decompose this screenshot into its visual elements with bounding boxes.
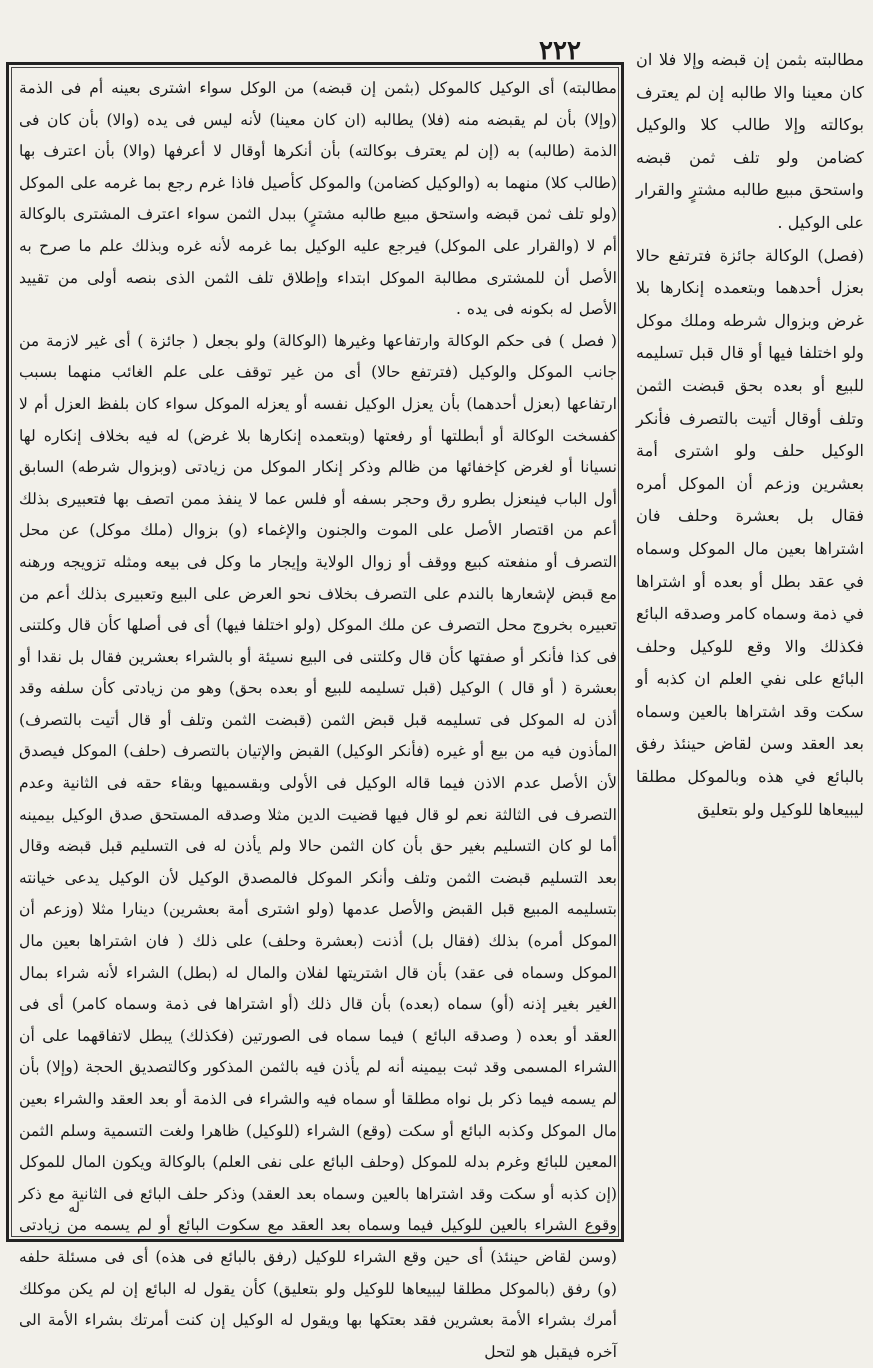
main-text-frame [6,62,624,1361]
main-paragraph: مطالبته) أى الوكيل كالموكل (بثمن إن قبضه) من الوكل سواء اشترى بعينه أم فى الذمة (وإلا) بأن لم يقبضه منه (فلا) يطالبه (ان كان معينا) لأنه ليس فى يده (والا) بأن كان فى الذمة (طالبه) به (إن لم يعترف بوكالته) بأن أنكرها أوقال لا أعرفها (والا) بأن اعترف بها (طالب كلا) منهما به (والوكيل كضامن) والموكل كأصيل فاذا غرم رجع بما غرمه على الموكل (ولو تلف ثمن قبضه واستحق مبيع طالبه مشترٍ) ببدل الثمن سواء اعترف المشترى بالوكالة أم لا (والقرار على الموكل) فيرجع عليه الوكيل بما غرمه لأنه غره وبذلك علم ما صرح به الأصل أن للمشترى مطالبة الموكل ابتداء وإطلاق تلف الثمن الذى بنصه أولى من تقييد الأصل له بكونه فى يده . [19,79,617,319]
catchword: له [68,1200,80,1216]
main-text-body [19,73,617,1368]
margin-text-column [636,44,864,826]
main-paragraph: ( فصل ) فى حكم الوكالة وارتفاعها وغيرها (الوكالة) ولو بجعل ( جائزة ) أى غير لازمة من جانب الموكل والوكيل (فترتفع حالا) أى من غير توقف على علم الغائب منهما بسبب ارتفاعها (بعزل أحدهما) بأن يعزل الوكيل نفسه أو يعزله الموكل سواء كان بلفظ العزل أم لا كفسخت الوكالة أو أبطلتها أو رفعتها (وبتعمده إنكارها بلا غرض) له فيه بخلاف إنكاره لها نسيانا أو لغرض كإخفائها من ظالم وذكر إنكار الموكل من زيادتى (وبزوال شرطه) السابق أول الباب فينعزل بطرو رق وحجر بسفه أو فلس عما لا ينفذ ممن اتصف بها فتعبيرى بذلك أعم من اقتصار الأصل على الموت والجنون والإغماء (و) بزوال (ملك موكل) عن محل التصرف أو منفعته كبيع ووقف أو زوال الولاية وإيجار ما وكل فى بيعه ومثله تزويجه ورهنه مع قبض لإشعارها بالندم على التصرف بخلاف نحو العرض على البيع وتعبيرى بذلك أعم من تعبيره بخروج محل التصرف عن ملك الموكل (ولو اختلفا فيها) أى فى أصلها كأن قال وكلتنى فى كذا فأنكر أو صفتها كأن قال وكلتنى فى البيع نسيئة أو بالشراء بعشرين فقال بل نقدا أو بعشرة ( أو قال ) الوكيل (قبل تسليمه للبيع أو بعده بحق) وهو من زيادتى كأن سلفه وقد أذن له الموكل فى تسليمه قبل قبض الثمن (قبضت الثمن وتلف أو قال أتيت بالتصرف) المأذون فيه من بيع أو غيره (فأنكر الوكيل) القبض والإتيان بالتصرف (حلف) الموكل فيصدق لأن الأصل عدم الاذن فيما قاله الوكيل فى الأولى وبقسميها وبقاء حقه فى الثانية وعدم التصرف فى الثالثة نعم لو قال فيها قضيت الدين مثلا وصدقه المستحق صدق الوكيل بيمينه أما لو كان التسليم بغير حق بأن كان الثمن حالا ولم يأذن له فى التسليم قبل قبضه وقال بعد التسليم قبضت الثمن وتلف وأنكر الموكل فالمصدق الوكيل لأن الوكيل يدعى خيانته بتسليمه المبيع قبل القبض والأصل عدمها (ولو اشترى أمة بعشرين) دينارا مثلا (وزعم أن الموكل أمره) بذلك (فقال بل) أذنت (بعشرة وحلف) على ذلك ( فان اشتراها بعين مال الموكل وسماه فى عقد) بأن قال اشتريتها لفلان والمال له (بطل) الشراء لأنه شراء بمال الغير بغير إذنه (أو) سماه (بعده) بأن قال ذلك (أو اشتراها فى ذمة وسماه كامر) أى فى العقد أو بعده ( وصدقه البائع ) فيما سماه فى الصورتين (فكذلك) يبطل لاتفاقهما على أن الشراء المسمى وقد ثبت بيمينه أنه لم يأذن فيه بالثمن المذكور وكالتصديق الحجة (وإلا) بأن لم يسمه فيما ذكر بل نواه مطلقا أو سماه فيه والشراء فى الذمة أو بعد العقد والشراء بعين مال الموكل وكذبه البائع أو سكت (وقع) الشراء (للوكيل) ظاهرا ولغت التسمية وسلم الثمن المعين للبائع وغرم بدله للموكل (وحلف البائع على نفى العلم) بالوكالة ويكون المال للموكل (إن كذبه أو سكت وقد اشتراها بالعين وسماه بعد العقد) وذكر حلف البائع فى الثانية مع ذكر وقوع الشراء بالعين للوكيل فيما وسماه بعد العقد مع سكوت البائع أو لم يسمه من زيادتى (وسن لقاض حينئذ) أى حين وقع الشراء للوكيل (رفق بالبائع فى هذه) أى فى مسئلة حلفه (و) رفق (بالموكل مطلقا ليبيعاها للوكيل ولو بتعليق) كأن يقول له البائع إن لم يكن موكلك أمرك بشراء الأمة بعشرين فقد بعتكها بها ويقول له الوكيل إن كنت أمرتك بشراء الأمة الى آخره فيقبل هو لتحل [19,331,617,1361]
page-number: ٢٢٢ [539,36,581,66]
margin-paragraph: (فصل) الوكالة جائزة فترتفع حالا بعزل أحدهما وبتعمده إنكارها بلا غرض وبزوال شرطه وملك موكل ولو اختلفا فيها أو قال قبل تسليمه للبيع أو بعده بحق قبضت الثمن وتلف أوقال أتيت بالتصرف فأنكر الوكيل حلف ولو اشترى أمة بعشرين وزعم أن الموكل أمره فقال بل بعشرة وحلف فان اشتراها بعين مال الموكل وسماه في عقد بطل أو بعده أو اشتراها في ذمة وسماه كامر وصدقه البائع فكذلك والا وقع للوكيل وحلف البائع على نفي العلم ان كذبه أو سكت وقد اشتراها بالعين وسماه بعد العقد وسن لقاض حينئذ رفق بالبائع في هذه وبالموكل مطلقا ليبيعاها للوكيل ولو بتعليق [636,245,864,819]
margin-paragraph: مطالبته بثمن إن قبضه وإلا فلا ان كان معينا والا طالبه إن لم يعترف بوكالته وإلا طالب كلا والوكيل كضامن ولو تلف ثمن قبضه واستحق مبيع طالبه مشترٍ والقرار على الوكيل . [636,50,864,232]
